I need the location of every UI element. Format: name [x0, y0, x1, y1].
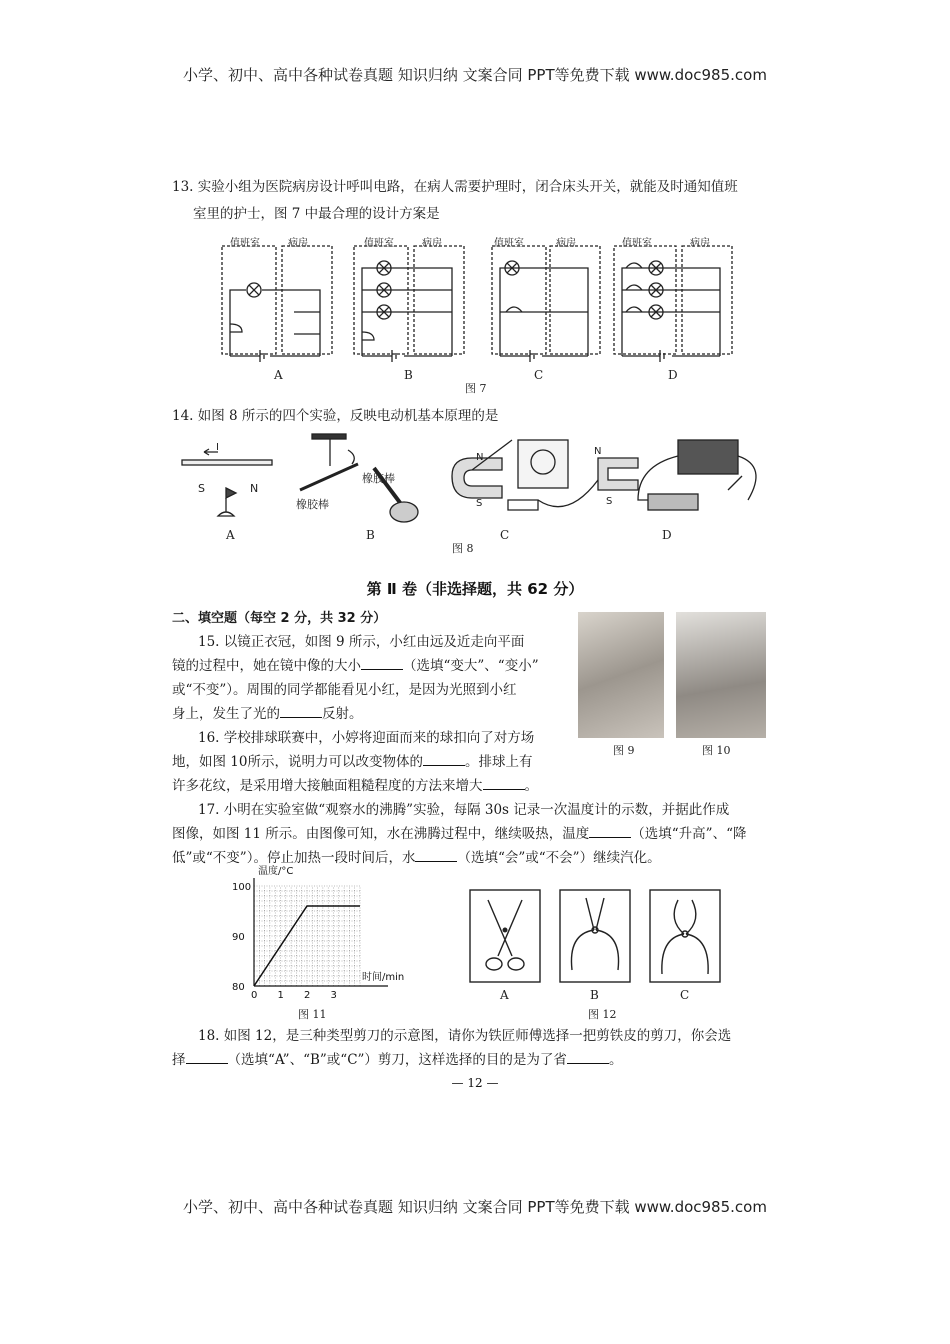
fig8-option-b: B [366, 528, 375, 542]
q17-line2 [172, 823, 746, 845]
q15-blank-2[interactable] [280, 703, 322, 718]
page-number: — 12 — [451, 1076, 499, 1090]
y-tick-label: 90 [232, 932, 245, 943]
q16-line1: 16. 学校排球联赛中，小婷将迎面而来的球扣向了对方场 [198, 730, 535, 746]
q18-blank-2[interactable] [567, 1049, 609, 1064]
q16-line2 [172, 751, 532, 773]
q15-l2a: 镜的过程中，她在镜中像的大小 [172, 658, 361, 674]
fig7-option-a: A [274, 368, 283, 382]
circuit-d [614, 246, 732, 362]
q15-line3: 或“不变”）。周围的同学都能看见小红，是因为光照到小红 [172, 682, 517, 698]
scissors-c [650, 890, 720, 982]
fig7-option-b: B [404, 368, 413, 382]
x-tick-label: 3 [330, 990, 337, 1001]
y-tick-label: 100 [232, 882, 252, 893]
q14-text: 14. 如图 8 所示的四个实验，反映电动机基本原理的是 [172, 408, 499, 424]
figure-11-chart [226, 862, 416, 1002]
fig10-caption: 图 10 [702, 744, 731, 757]
q17-l2b: （选填“升高”、“降 [631, 826, 747, 842]
circuit-c-duty-label: 值班室 [494, 238, 524, 249]
section2-title: 二、填空题（每空 2 分，共 32 分） [172, 611, 387, 626]
q15-line4 [172, 703, 363, 725]
fig8-caption: 图 8 [452, 542, 474, 555]
fig12-option-b: B [590, 988, 599, 1002]
figure-12-scissors [468, 886, 748, 986]
x-tick-label: 2 [304, 990, 311, 1001]
fig8-option-d: D [662, 528, 672, 542]
experiment-d [594, 440, 756, 510]
svg-text:S: S [198, 482, 205, 495]
fig12-option-c: C [680, 988, 690, 1002]
q18-l2b: （选填“A”、“B”或“C”）剪刀，这样选择的目的是为了省 [227, 1052, 567, 1068]
q18-line2 [172, 1049, 622, 1071]
fig7-option-d: D [668, 368, 678, 382]
circuit-a-duty-label: 值班室 [230, 238, 260, 249]
svg-text:N: N [594, 446, 602, 457]
part2-title: 第 Ⅱ 卷（非选择题，共 62 分） [366, 580, 584, 598]
figure-10-photo [676, 612, 766, 738]
experiment-c [452, 440, 598, 510]
figure-9-photo [578, 612, 664, 738]
q15-l4a: 身上，发生了光的 [172, 706, 280, 722]
scissors-b [560, 890, 630, 982]
experiment-a [182, 442, 272, 516]
q16-l2b: 。排球上有 [464, 754, 533, 770]
circuit-a-ward-label: 病房 [288, 238, 308, 249]
x-tick-label: 1 [277, 990, 284, 1001]
circuit-a [222, 246, 332, 362]
rubber-rod-label-1: 橡胶棒 [362, 472, 395, 485]
q17-blank-1[interactable] [589, 823, 631, 838]
fig8-option-c: C [500, 528, 510, 542]
q17-l3a: 低”或“不变”）。停止加热一段时间后，水 [172, 850, 416, 866]
q16-l3a: 许多花纹，是采用增大接触面粗糙程度的方法来增大 [172, 778, 483, 794]
scissors-a [470, 890, 540, 982]
chart-grid [254, 886, 360, 986]
x-tick-label: 0 [251, 990, 258, 1001]
q17-line1: 17. 小明在实验室做“观察水的沸腾”实验，每隔 30s 记录一次温度计的示数，并据此作成 [198, 802, 730, 818]
circuit-d-ward-label: 病房 [690, 238, 710, 249]
q18-line1: 18. 如图 12，是三种类型剪刀的示意图，请你为铁匠师傅选择一把剪铁皮的剪刀，你会选 [198, 1028, 732, 1044]
fig11-caption: 图 11 [298, 1008, 327, 1021]
fig12-option-a: A [500, 988, 509, 1002]
circuit-c [492, 246, 600, 362]
q15-l2b: （选填“变大”、“变小” [403, 658, 539, 674]
q18-l2a: 择 [172, 1052, 186, 1068]
fig7-option-c: C [534, 368, 544, 382]
q16-line3 [172, 775, 538, 797]
q17-l2a: 图像，如图 11 所示。由图像可知，水在沸腾过程中，继续吸热，温度 [172, 826, 590, 842]
svg-text:N: N [250, 482, 259, 495]
svg-text:S: S [476, 498, 483, 509]
circuit-b-ward-label: 病房 [422, 238, 442, 249]
q18-blank-1[interactable] [186, 1049, 228, 1064]
rubber-rod-label-2: 橡胶棒 [296, 498, 329, 511]
circuit-b-duty-label: 值班室 [364, 238, 394, 249]
q13-line1: 13. 实验小组为医院病房设计呼叫电路，在病人需要护理时，闭合床头开关，就能及时通知值班 [172, 179, 738, 195]
figure-8-experiments [178, 430, 778, 530]
fig8-option-a: A [226, 528, 235, 542]
q15-line1: 15. 以镜正衣冠，如图 9 所示，小红由远及近走向平面 [198, 634, 525, 650]
fig9-caption: 图 9 [613, 744, 635, 757]
q15-l4b: 反射。 [322, 706, 363, 722]
svg-text:S: S [606, 496, 613, 507]
y-tick-label: 80 [232, 982, 245, 993]
svg-text:I: I [216, 442, 219, 453]
x-axis-label: 时间/min [362, 972, 405, 983]
y-axis-label: 温度/°C [258, 866, 294, 877]
q15-blank-1[interactable] [361, 655, 403, 670]
fig12-caption: 图 12 [588, 1008, 617, 1021]
q17-blank-2[interactable] [415, 847, 457, 862]
q18-l2c: 。 [608, 1052, 623, 1068]
q16-blank-1[interactable] [423, 751, 465, 766]
fig7-caption: 图 7 [465, 382, 487, 395]
q15-line2 [172, 655, 539, 677]
circuit-b [354, 246, 464, 362]
footer-banner: 小学、初中、高中各种试卷真题 知识归纳 文案合同 PPT等免费下载 www.doc985.com [183, 1198, 767, 1216]
circuit-d-duty-label: 值班室 [622, 238, 652, 249]
q13-line2: 室里的护士，图 7 中最合理的设计方案是 [193, 206, 440, 222]
q16-blank-2[interactable] [483, 775, 525, 790]
svg-text:N: N [476, 452, 484, 463]
q17-l3b: （选填“会”或“不会”）继续汽化。 [457, 850, 661, 866]
header-banner: 小学、初中、高中各种试卷真题 知识归纳 文案合同 PPT等免费下载 www.doc985.com [183, 66, 767, 84]
q16-l2a: 地，如图 10所示，说明力可以改变物体的 [172, 754, 423, 770]
q16-l3b: 。 [524, 778, 538, 794]
circuit-c-ward-label: 病房 [556, 238, 576, 249]
